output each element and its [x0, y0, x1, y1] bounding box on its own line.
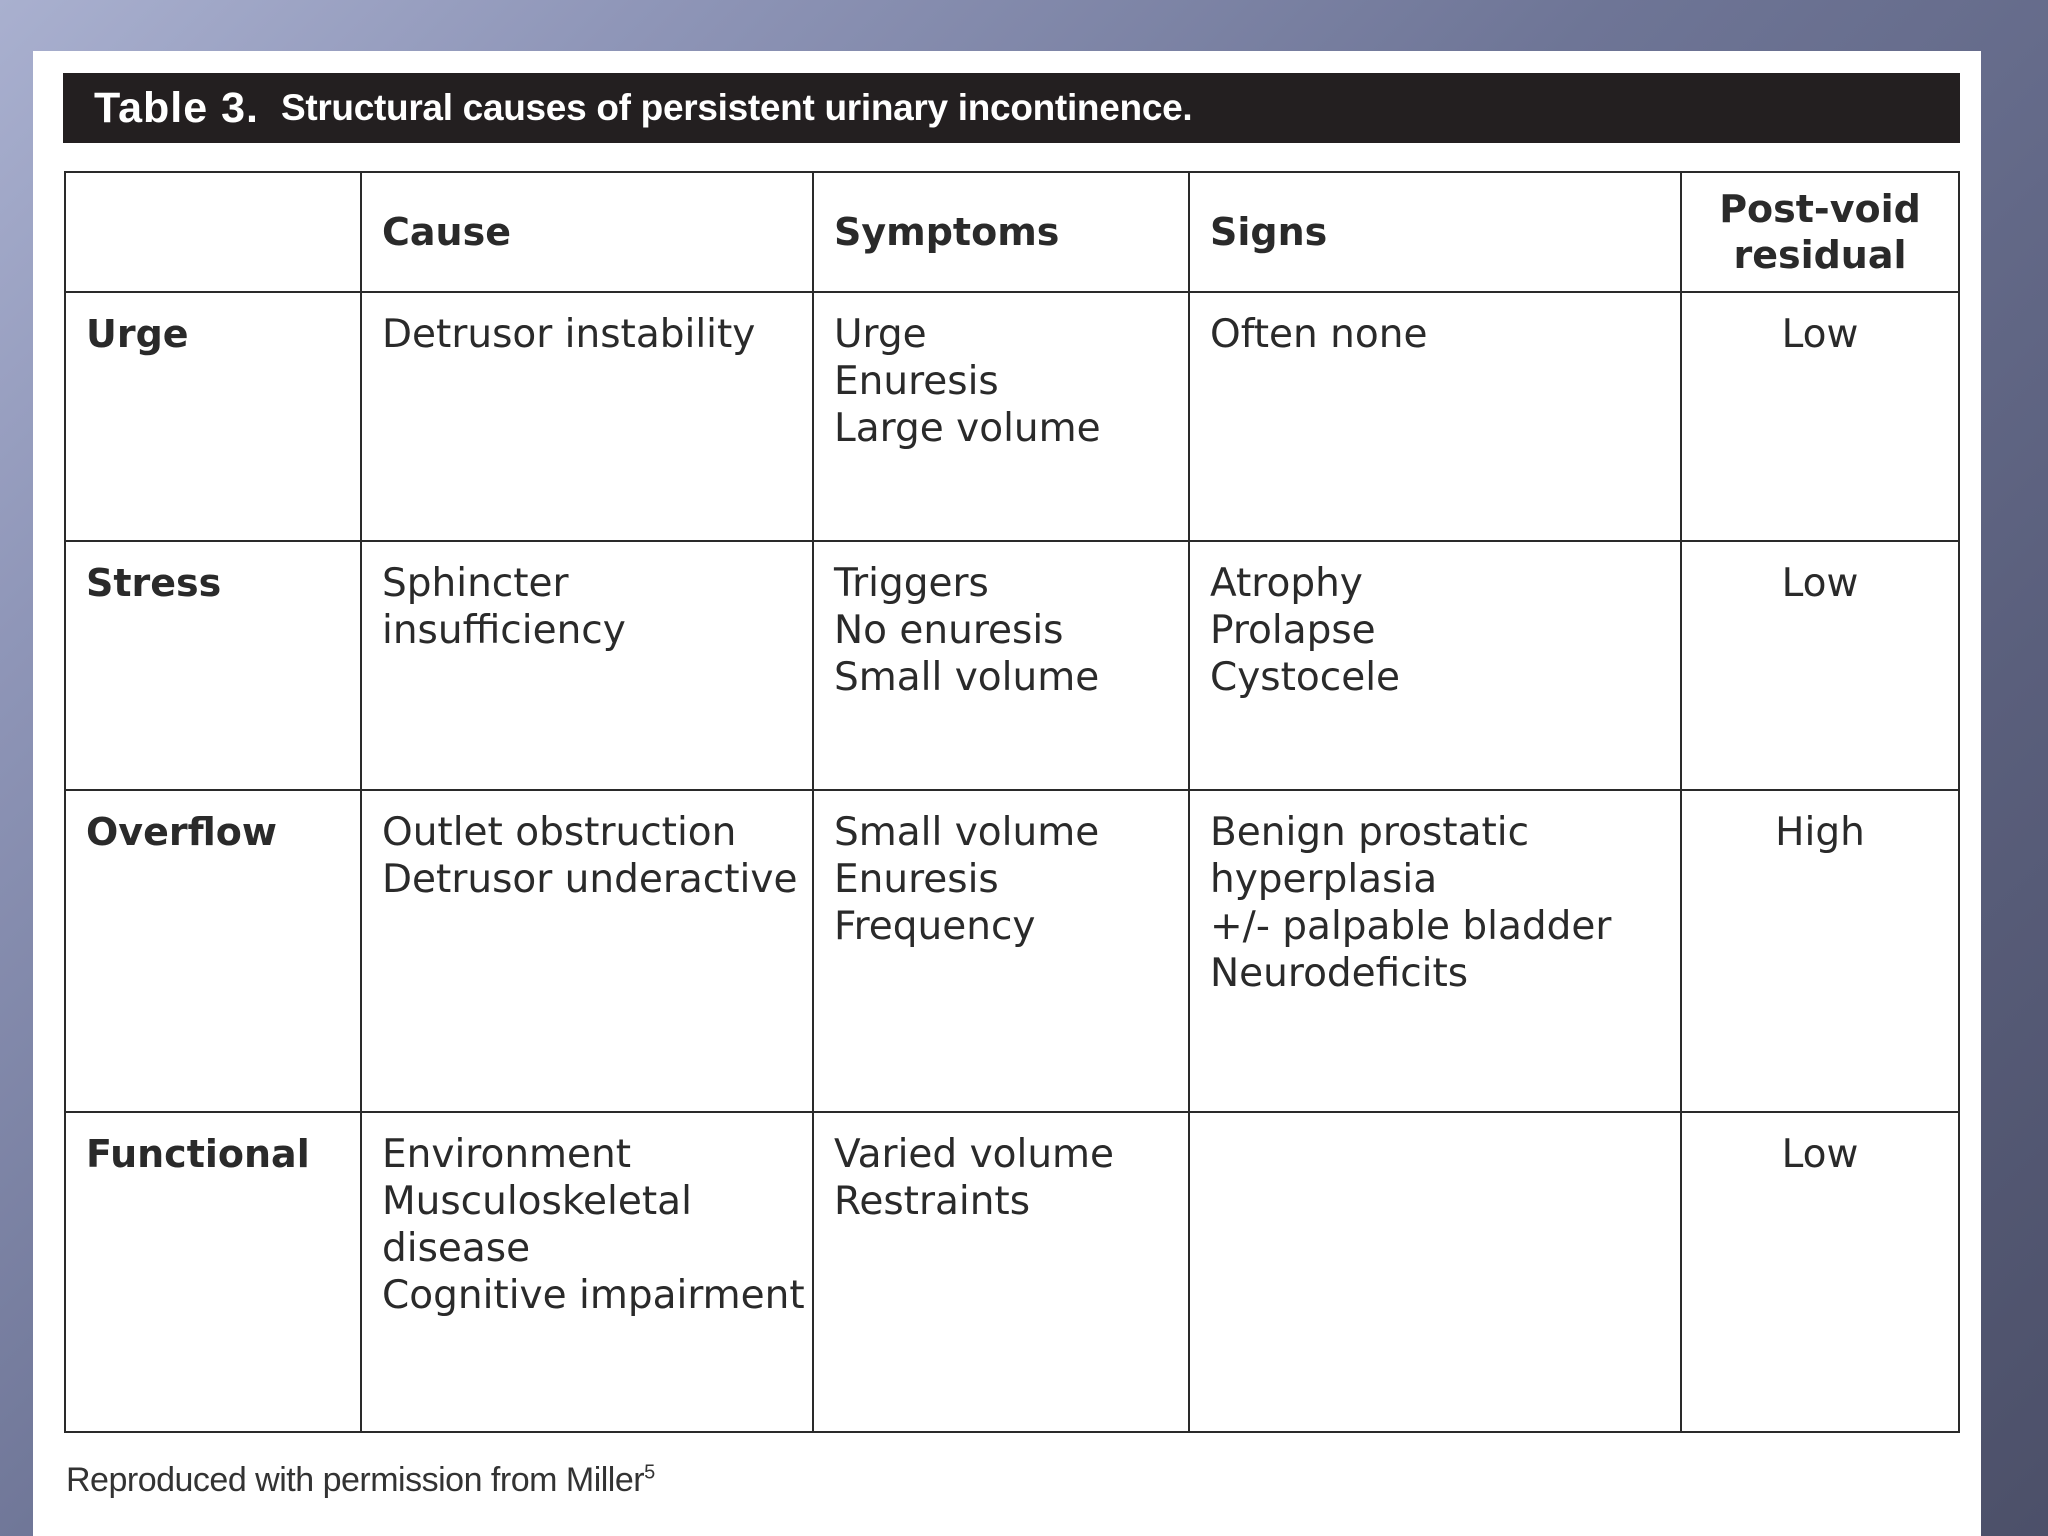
header-symptoms: Symptoms [813, 172, 1189, 292]
residual-cell: Low [1681, 1112, 1959, 1432]
table-label: Table 3. [94, 83, 259, 132]
incontinence-table [64, 171, 1960, 1433]
cause-line: disease [382, 1226, 531, 1271]
symptom-line: Small volume [834, 655, 1100, 700]
header-residual-line2: residual [1733, 233, 1907, 277]
cause-line: Detrusor underactive [382, 857, 798, 902]
symptoms-cell [813, 292, 1189, 541]
symptom-line: Large volume [834, 406, 1101, 451]
header-signs: Signs [1189, 172, 1681, 292]
sign-line: Neurodeficits [1210, 951, 1469, 996]
row-type: Urge [65, 292, 361, 541]
residual-cell: High [1681, 790, 1959, 1112]
row-type: Functional [65, 1112, 361, 1432]
symptom-line: Frequency [834, 904, 1036, 949]
signs-cell [1189, 1112, 1681, 1432]
header-residual-line1: Post-void [1719, 187, 1921, 231]
symptoms-cell [813, 790, 1189, 1112]
signs-cell [1189, 790, 1681, 1112]
table-title-bar [63, 73, 1960, 143]
sign-line: +/- palpable bladder [1210, 904, 1612, 949]
cause-cell [361, 541, 813, 790]
table-row-functional [65, 1112, 1959, 1432]
symptom-line: Varied volume [834, 1132, 1115, 1177]
cause-line: Environment [382, 1132, 632, 1177]
footnote [66, 1461, 655, 1500]
sign-line: Often none [1210, 312, 1428, 357]
cause-cell [361, 1112, 813, 1432]
cause-cell [361, 790, 813, 1112]
cause-line: Cognitive impairment [382, 1273, 805, 1318]
symptom-line: Enuresis [834, 857, 999, 902]
cause-cell [361, 292, 813, 541]
sign-line: Atrophy [1210, 561, 1363, 606]
symptom-line: Small volume [834, 810, 1100, 855]
footnote-text: Reproduced with permission from Miller [66, 1461, 645, 1499]
cause-line: Musculoskeletal [382, 1179, 692, 1224]
symptom-line: No enuresis [834, 608, 1064, 653]
residual-cell: Low [1681, 541, 1959, 790]
cause-line: Outlet obstruction [382, 810, 737, 855]
header-row [65, 172, 1959, 292]
table-row-urge [65, 292, 1959, 541]
row-type: Stress [65, 541, 361, 790]
header-cause: Cause [361, 172, 813, 292]
symptoms-cell [813, 541, 1189, 790]
sign-line: Benign prostatic [1210, 810, 1530, 855]
cause-line: Detrusor instability [382, 312, 756, 357]
symptoms-cell [813, 1112, 1189, 1432]
header-post-void-residual [1681, 172, 1959, 292]
symptom-line: Restraints [834, 1179, 1031, 1224]
document-page [33, 51, 1981, 1536]
residual-cell: Low [1681, 292, 1959, 541]
table-title: Structural causes of persistent urinary incontinence. [280, 87, 1193, 128]
header-blank [65, 172, 361, 292]
cause-line: Sphincter [382, 561, 569, 606]
signs-cell [1189, 292, 1681, 541]
symptom-line: Urge [834, 312, 927, 357]
cause-line: insufficiency [382, 608, 626, 653]
footnote-reference: 5 [644, 1461, 655, 1484]
signs-cell [1189, 541, 1681, 790]
sign-line: Cystocele [1210, 655, 1401, 700]
sign-line: Prolapse [1210, 608, 1376, 653]
sign-line: hyperplasia [1210, 857, 1438, 902]
symptom-line: Triggers [834, 561, 989, 606]
row-type: Overflow [65, 790, 361, 1112]
table-row-stress [65, 541, 1959, 790]
table-row-overflow [65, 790, 1959, 1112]
symptom-line: Enuresis [834, 359, 999, 404]
